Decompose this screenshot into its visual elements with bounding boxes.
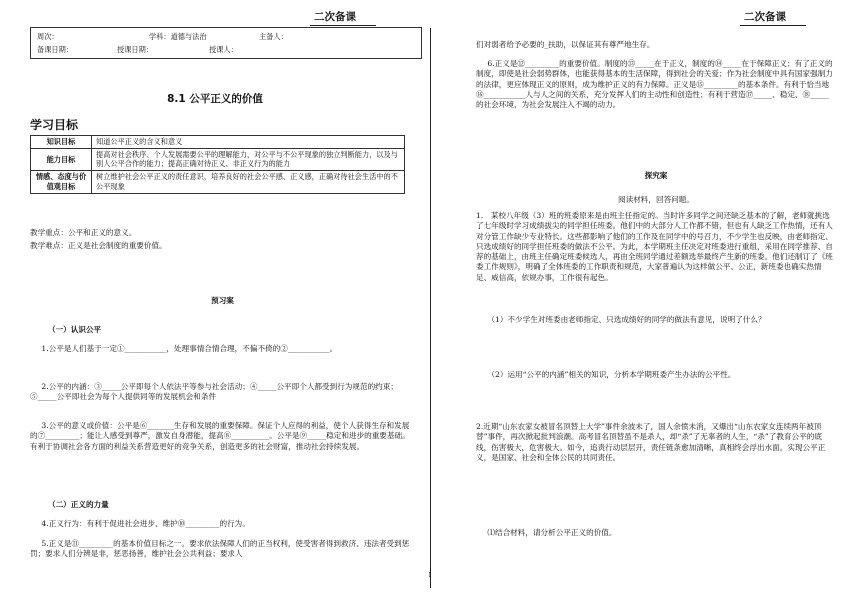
paragraph-3: 3.公平的意义或价值：公平是⑥_______生存和发展的重要保障。保证个人应得的利益，使个人获得生存和发展的⑦_________；能让人感受到尊严，激发自身潜能，提高⑧__________。公平是⑨_____稳定和进步的重要基础。有利于协调社会各方面的利益关系营造更好的竞争关系，创造更多的社会财富，推动社会持续发展。 bbox=[30, 421, 410, 451]
question-2: （2）运用“公平的内涵”相关的知识，分析本学期班委产生办法的公平性。 bbox=[487, 370, 736, 379]
objective-value: 知道公平正义的含义和意义 bbox=[92, 136, 405, 149]
objective-row bbox=[31, 136, 405, 149]
week-label: 周次： bbox=[37, 32, 59, 41]
objectives-table bbox=[30, 135, 405, 194]
explore-heading: 探究案 bbox=[644, 171, 668, 180]
key-point: 教学重点：公平和正义的意义。 bbox=[30, 228, 137, 237]
difficult-point: 教学难点：正义是社会制度的重要价值。 bbox=[30, 241, 167, 250]
paragraph-2: 2.公平的内涵：③_____公平即每个人依法平等参与社会活动；④_____公平即个人都受到行为规范的约束；⑤_____公平即社会为每个人提供同等的发展机会和条件 bbox=[30, 382, 398, 402]
material-1: 1. 某校八年级（3）班的班委原来是由班主任指定的。当时许多同学之间还缺乏基本的了解，老师就挑选了七年级时学习成绩拔尖的同学担任班委。他们中的大部分人工作都不错，但也有人缺乏工作热情，还有人对分管工作缺少专业特长。这些都影响了他们的工作及在同学中的号召力，不少学生也反映，由老师指定、只选成绩好的同学担任班委的做法不公平。为此，本学期班主任决定对班委进行重组，采用在同学推荐、自荐的基础上，由班主任确定班委候选人，再由全班同学通过差额选举最终产生新的班委。他们还制订了《班委工作规则》，明确了全体班委的工作职责和规范，大家普遍认为这样做公平、公正，新班委也确实热情足、威信高，依规办事，工作很有起色。 bbox=[476, 211, 833, 282]
prep-date-label: 备课日期： bbox=[37, 45, 73, 54]
subject-label: 学科：道德与法治 bbox=[149, 32, 207, 41]
teach-date-label: 授课日期： bbox=[117, 45, 153, 54]
section-power-of-justice: （二）正义的力量 bbox=[48, 500, 109, 509]
paragraph-5: 5.正义是⑪_________的基本价值目标之一。要求依法保障人们的正当权利，使受害者得到救济、违法者受到惩罚；要求人们分辨是非，惩恶扬善，维护社会公共利益；要求人 bbox=[30, 539, 410, 559]
preparer-label: 主备人： bbox=[259, 32, 288, 41]
objective-key: 情感、态度与价值观目标 bbox=[31, 171, 92, 193]
lesson-title: 8.1 公平正义的价值 bbox=[167, 93, 263, 105]
paragraph-1: 1.公平是人们基于一定①___________，处理事情合情合理，不偏不倚的②___________。 bbox=[41, 344, 338, 353]
teacher-label: 授课人： bbox=[209, 45, 238, 54]
paragraph-5-continued: 们对弱者给予必要的_扶助，以保证其有尊严地生存。 bbox=[476, 40, 655, 49]
objective-row bbox=[31, 171, 405, 193]
objective-value: 提高对社会秩序、个人发展需要公平的理解能力，对公平与不公平现象的独立判断能力，以及与别人公平合作的能力；提高正确对待正义、非正义行为的能力 bbox=[92, 148, 405, 170]
material-2: 2.近期“山东农家女被冒名顶替上大学”事件余波未了，国人余愤未消，又爆出“山东农家女连续两年被顶替”事件，再次掀起批判浪潮。高考冒名顶替虽不是杀人，却“杀”了无辜者的人生，“杀”了教育公平的底线，伤害极大，危害极大。如今，追责行动层层开，责任链条愈加清晰，真相终会浮出水面。实现公平正义，是国家、社会和全体公民的共同责任。 bbox=[476, 422, 826, 462]
reading-prompt: 阅读材料，回答问题。 bbox=[618, 195, 694, 204]
objective-row bbox=[31, 148, 405, 170]
question-3: ⑴结合材料，请分析公平正义的价值。 bbox=[487, 528, 617, 537]
objectives-heading: 学习目标 bbox=[30, 118, 79, 132]
preview-heading: 预习案 bbox=[211, 296, 234, 305]
paragraph-6: 6.正义是⑫_________的重要价值。制度的⑬_____在于正义，制度的⑭_____在于保障正义；有了正义的制度，即使是社会弱势群体，也能获得基本的生活保障，得到社会的关爱；作为社会制度中具有国家强制力的法律，更应体现正义的原则，成为维护正义的有力保障。正义是⑮_________的基本条件。有利于恰当地⑯___________人与人之间的关系，充分发挥人们的主动性和创造性；有利于营造⑰_____、稳定、⑱_____的社会环境，为社会发展注入不竭的动力。 bbox=[476, 59, 833, 109]
header-info-box bbox=[30, 27, 422, 59]
objective-value: 树立维护社会公平正义的责任意识，培养良好的社会公平感、正义感，正确对待社会生活中的不公平现象 bbox=[92, 171, 405, 193]
second-prep-ribbon-right: 二次备课 bbox=[740, 10, 806, 26]
section-recognize-fairness: （一）认识公平 bbox=[48, 325, 102, 334]
page-number: 1 bbox=[428, 572, 432, 579]
objective-key: 能力目标 bbox=[31, 148, 92, 170]
paragraph-4: 4.正义行为：有利于促进社会进步、维护⑩_________的行为。 bbox=[41, 519, 250, 528]
objective-key: 知识目标 bbox=[31, 136, 92, 149]
second-prep-ribbon: 二次备课 bbox=[310, 10, 376, 26]
question-1: （1）不少学生对班委由老师指定、只选成绩好的同学的做法有意见，说明了什么？ bbox=[487, 315, 766, 324]
